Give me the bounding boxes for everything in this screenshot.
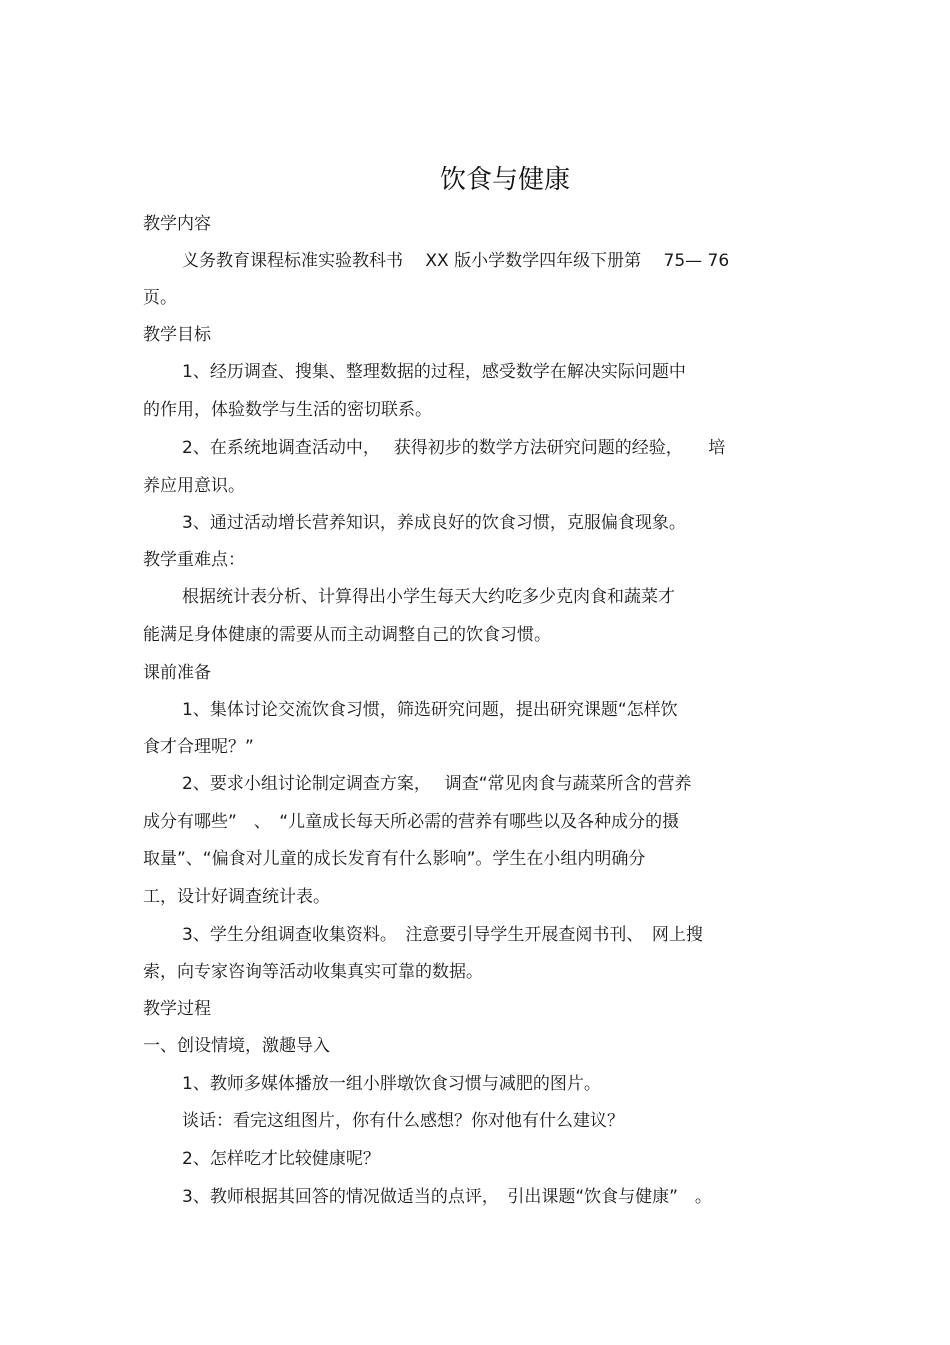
paragraph-line: 2、在系统地调查活动中， 获得初步的数学方法研究问题的经验， 培 xyxy=(182,438,726,458)
subsection-heading: 一、创设情境，激趣导入 xyxy=(143,1036,330,1056)
section-heading-preparation: 课前准备 xyxy=(143,663,211,683)
paragraph-line: 养应用意识。 xyxy=(143,476,245,496)
paragraph-line: 谈话：看完这组图片，你有什么感想？你对他有什么建议？ xyxy=(182,1111,624,1131)
paragraph-line: 2、怎样吃才比较健康呢？ xyxy=(182,1149,380,1169)
paragraph-line: 食才合理呢？” xyxy=(143,737,254,757)
paragraph-line: 1、经历调查、搜集、整理数据的过程，感受数学在解决实际问题中 xyxy=(182,362,686,382)
paragraph-line: 2、要求小组讨论制定调查方案， 调查“常见肉食与蔬菜所含的营养 xyxy=(182,774,692,794)
paragraph-line: 成分有哪些” 、 “儿童成长每天所必需的营养有哪些以及各种成分的摄 xyxy=(143,812,680,832)
paragraph-line: 索，向专家咨询等活动收集真实可靠的数据。 xyxy=(143,962,483,982)
section-heading-objectives: 教学目标 xyxy=(143,325,211,345)
paragraph-line: 3、通过活动增长营养知识，养成良好的饮食习惯，克服偏食现象。 xyxy=(182,513,686,533)
paragraph-line: 1、集体讨论交流饮食习惯，筛选研究问题，提出研究课题“怎样饮 xyxy=(182,700,678,720)
paragraph-line: 的作用，体验数学与生活的密切联系。 xyxy=(143,400,432,420)
paragraph-line: 工，设计好调查统计表。 xyxy=(143,887,330,907)
section-heading-key-points: 教学重难点： xyxy=(143,550,245,570)
paragraph-line: 3、学生分组调查收集资料。 注意要引导学生开展查阅书刊、 网上搜 xyxy=(182,925,703,945)
paragraph-line: 义务教育课程标准实验教科书 XX 版小学数学四年级下册第 75— 76 xyxy=(182,251,730,271)
paragraph-line: 取量”、“偏食对儿童的成长发育有什么影响”。学生在小组内明确分 xyxy=(143,849,646,869)
paragraph-line: 能满足身体健康的需要从而主动调整自己的饮食习惯。 xyxy=(143,625,551,645)
paragraph-line: 1、教师多媒体播放一组小胖墩饮食习惯与减肥的图片。 xyxy=(182,1074,601,1094)
section-heading-content: 教学内容 xyxy=(143,214,211,234)
section-heading-process: 教学过程 xyxy=(143,999,211,1019)
paragraph-line: 3、教师根据其回答的情况做适当的点评， 引出课题“饮食与健康” 。 xyxy=(182,1187,712,1207)
paragraph-line: 根据统计表分析、计算得出小学生每天大约吃多少克肉食和蔬菜才 xyxy=(182,587,675,607)
paragraph-line: 页。 xyxy=(143,288,177,308)
document-title: 饮食与健康 xyxy=(439,165,570,195)
